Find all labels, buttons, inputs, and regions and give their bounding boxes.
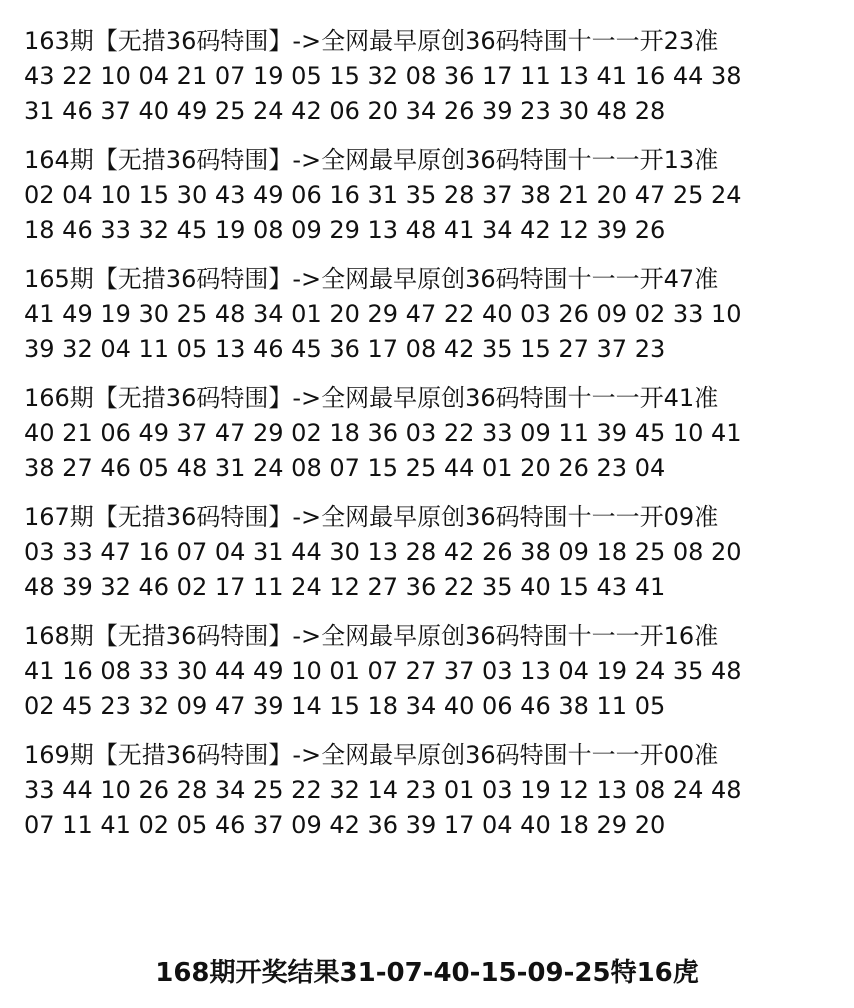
entry-167 xyxy=(24,500,834,605)
number-row: 40 21 06 49 37 47 29 02 18 36 03 22 33 09 11 39 45 10 41 xyxy=(24,419,742,447)
entry-title: 166期【无措36码特围】->全网最早原创36码特围十一一开41准 xyxy=(24,384,719,412)
number-row: 02 04 10 15 30 43 49 06 16 31 35 28 37 38 21 20 47 25 24 xyxy=(24,181,742,209)
number-row: 31 46 37 40 49 25 24 42 06 20 34 26 39 23 30 48 28 xyxy=(24,97,666,125)
entry-title: 165期【无措36码特围】->全网最早原创36码特围十一一开47准 xyxy=(24,265,719,293)
number-row: 39 32 04 11 05 13 46 45 36 17 08 42 35 15 27 37 23 xyxy=(24,335,666,363)
entry-title: 167期【无措36码特围】->全网最早原创36码特围十一一开09准 xyxy=(24,503,719,531)
entry-title: 168期【无措36码特围】->全网最早原创36码特围十一一开16准 xyxy=(24,622,719,650)
entry-165 xyxy=(24,262,834,367)
entry-164 xyxy=(24,143,834,248)
entry-title: 163期【无措36码特围】->全网最早原创36码特围十一一开23准 xyxy=(24,27,719,55)
number-row: 02 45 23 32 09 47 39 14 15 18 34 40 06 46 38 11 05 xyxy=(24,692,666,720)
number-row: 41 16 08 33 30 44 49 10 01 07 27 37 03 13 04 19 24 35 48 xyxy=(24,657,742,685)
entry-title: 169期【无措36码特围】->全网最早原创36码特围十一一开00准 xyxy=(24,741,719,769)
number-row: 41 49 19 30 25 48 34 01 20 29 47 22 40 03 26 09 02 33 10 xyxy=(24,300,742,328)
entry-169 xyxy=(24,738,834,843)
entry-163 xyxy=(24,24,834,129)
number-row: 03 33 47 16 07 04 31 44 30 13 28 42 26 38 09 18 25 08 20 xyxy=(24,538,742,566)
entry-title: 164期【无措36码特围】->全网最早原创36码特围十一一开13准 xyxy=(24,146,719,174)
number-row: 48 39 32 46 02 17 11 24 12 27 36 22 35 40 15 43 41 xyxy=(24,573,666,601)
number-row: 43 22 10 04 21 07 19 05 15 32 08 36 17 11 13 41 16 44 38 xyxy=(24,62,742,90)
number-row: 18 46 33 32 45 19 08 09 29 13 48 41 34 42 12 39 26 xyxy=(24,216,666,244)
prediction-list xyxy=(24,24,834,857)
entry-168 xyxy=(24,619,834,724)
number-row: 07 11 41 02 05 46 37 09 42 36 39 17 04 40 18 29 20 xyxy=(24,811,666,839)
draw-result-footer: 168期开奖结果31-07-40-15-09-25特16虎 xyxy=(155,958,699,988)
number-row: 38 27 46 05 48 31 24 08 07 15 25 44 01 20 26 23 04 xyxy=(24,454,666,482)
number-row: 33 44 10 26 28 34 25 22 32 14 23 01 03 19 12 13 08 24 48 xyxy=(24,776,742,804)
entry-166 xyxy=(24,381,834,486)
